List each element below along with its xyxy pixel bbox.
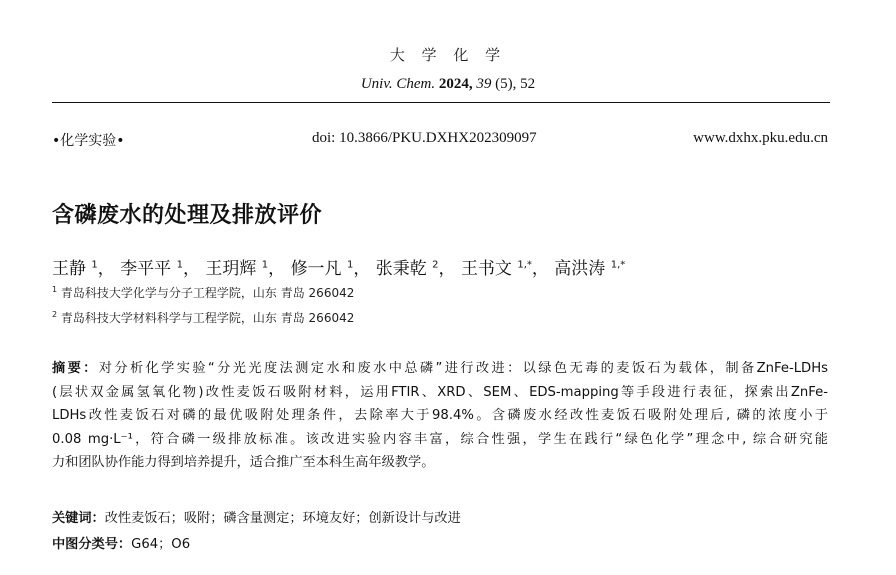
author-name: 高洪涛 bbox=[554, 259, 606, 279]
affiliation-mark: 2 bbox=[52, 310, 58, 319]
author-name: 王玥辉 bbox=[205, 259, 257, 279]
author-name: 李平平 bbox=[120, 259, 172, 279]
affiliation-2 bbox=[52, 309, 832, 326]
header-divider bbox=[52, 102, 830, 103]
abstract-line: (层状双金属氢氧化物)改性麦饭石吸附材料，运用FTIR、XRD、SEM、EDS-mapping等手段进行表征，探索出ZnFe- bbox=[52, 384, 828, 400]
author-affiliation-mark: 1 bbox=[261, 259, 269, 271]
citation-year: 2024, bbox=[438, 76, 473, 92]
abstract-text: 对分析化学实验“分光光度法测定水和废水中总磷”进行改进：以绿色无毒的麦饭石为载体，制备ZnFe-LDHs bbox=[98, 361, 828, 376]
citation-volume: 39 bbox=[476, 76, 492, 92]
author-affiliation-mark: 1 bbox=[91, 259, 98, 271]
affiliation-1 bbox=[52, 284, 832, 301]
abstract-line: 力和团队协作能力得到培养提升，适合推广至本科生高年级教学。 bbox=[52, 455, 435, 470]
author-affiliation-mark: 1,* bbox=[610, 259, 626, 271]
citation-journal: Univ. Chem. bbox=[360, 76, 436, 92]
author-name: 王书文 bbox=[460, 259, 512, 279]
keywords bbox=[52, 507, 828, 526]
author-list: 王静 $^1$， 李平平 $^1$， 王玥辉 $^1$， 修一凡 $^1$， 张秉乾 $^2$， 王书文 $^{1,*}$， 高洪涛 $^{1,*}$ bbox=[52, 259, 626, 279]
doi-link[interactable]: doi: 10.3866/PKU.DXHX202309097 bbox=[312, 130, 537, 146]
classification-label: 中图分类号： bbox=[52, 537, 132, 552]
abstract-line: LDHs改性麦饭石对磷的最优吸附处理条件，去除率大于98.4%。含磷废水经改性麦饭石吸附处理后, 磷的浓度小于 bbox=[52, 408, 828, 423]
classification-text: G64；O6 bbox=[131, 537, 191, 552]
journal-title: 大 学 化 学 bbox=[389, 46, 507, 64]
affiliation-text: 青岛科技大学化学与分子工程学院，山东 青岛 266042 bbox=[60, 286, 355, 300]
author-affiliation-mark: 1 bbox=[176, 259, 183, 271]
abstract-line: 0.08 mg·L⁻¹，符合磷一级排放标准。该改进实验内容丰富，综合性强，学生在践行“绿色化学”理念中, 综合研究能 bbox=[52, 431, 828, 447]
keywords-text: 改性麦饭石；吸附；磷含量测定；环境友好；创新设计与改进 bbox=[104, 511, 461, 526]
affiliation-mark: 1 bbox=[52, 285, 58, 294]
author-affiliation-mark: 1 bbox=[346, 259, 354, 271]
journal-url-link[interactable]: www.dxhx.pku.edu.cn bbox=[693, 130, 828, 146]
paper-title: 含磷废水的处理及排放评价 bbox=[52, 203, 323, 228]
classification bbox=[52, 533, 828, 552]
affiliation-text: 青岛科技大学材料科学与工程学院，山东 青岛 266042 bbox=[60, 311, 355, 325]
keywords-label: 关键词： bbox=[52, 511, 105, 526]
author-name: 张秉乾 bbox=[375, 259, 427, 279]
abstract-line bbox=[52, 357, 828, 381]
author-name: 王静 bbox=[52, 259, 86, 279]
citation-line bbox=[0, 76, 896, 93]
section-label: •化学实验• bbox=[52, 133, 125, 149]
author-affiliation-mark: 2 bbox=[432, 259, 439, 271]
abstract-label: 摘要： bbox=[52, 361, 99, 376]
abstract bbox=[52, 357, 828, 475]
citation-issue-page: (5), 52 bbox=[495, 76, 536, 92]
author-name: 修一凡 bbox=[290, 259, 342, 279]
author-affiliation-mark: 1,* bbox=[517, 259, 532, 271]
